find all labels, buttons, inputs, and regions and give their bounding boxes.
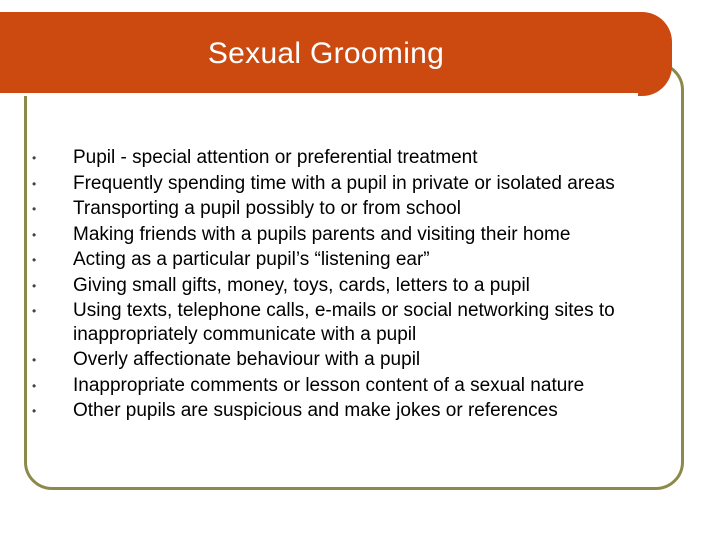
bullet-text: Frequently spending time with a pupil in private or isolated areas xyxy=(73,172,615,194)
bullet-icon: • xyxy=(32,151,37,165)
bullet-icon: • xyxy=(32,176,37,191)
bullet-icon: • xyxy=(32,304,37,318)
bullet-item xyxy=(29,172,679,196)
bullet-icon: • xyxy=(32,202,37,216)
bullet-icon: • xyxy=(32,278,37,293)
bullet-text: Giving small gifts, money, toys, cards, letters to a pupil xyxy=(73,274,530,296)
bullet-item xyxy=(29,374,679,398)
bullet-icon: • xyxy=(32,227,37,242)
bullet-item xyxy=(29,223,679,247)
bullet-icon: • xyxy=(32,353,37,367)
bullet-text: Acting as a particular pupil’s “listening ear” xyxy=(73,249,430,270)
bullet-text: Making friends with a pupils parents and visiting their home xyxy=(73,223,571,245)
bullet-text: Overly affectionate behaviour with a pupil xyxy=(73,349,421,370)
title-underline xyxy=(0,93,638,96)
bullet-item xyxy=(29,146,679,170)
bullet-icon: • xyxy=(32,378,37,393)
bullet-icon: • xyxy=(32,404,37,418)
bullet-item xyxy=(29,348,679,372)
bullet-item xyxy=(29,299,679,346)
bullet-item xyxy=(29,399,679,423)
bullet-item xyxy=(29,274,679,298)
bullet-text: Using texts, telephone calls, e-mails or social networking sites to inappropriately communicate with a pupil xyxy=(73,300,615,345)
title-bar xyxy=(0,12,672,96)
bullet-text: Inappropriate comments or lesson content of a sexual nature xyxy=(73,374,585,396)
bullet-text: Pupil - special attention or preferential treatment xyxy=(73,147,478,168)
bullet-text: Transporting a pupil possibly to or from school xyxy=(73,198,461,219)
bullet-text: Other pupils are suspicious and make jokes or references xyxy=(73,400,558,421)
bullet-item xyxy=(29,197,679,221)
bullet-list xyxy=(29,146,679,425)
bullet-item xyxy=(29,248,679,272)
bullet-icon: • xyxy=(32,253,37,267)
slide-title: Sexual Grooming xyxy=(207,37,445,70)
